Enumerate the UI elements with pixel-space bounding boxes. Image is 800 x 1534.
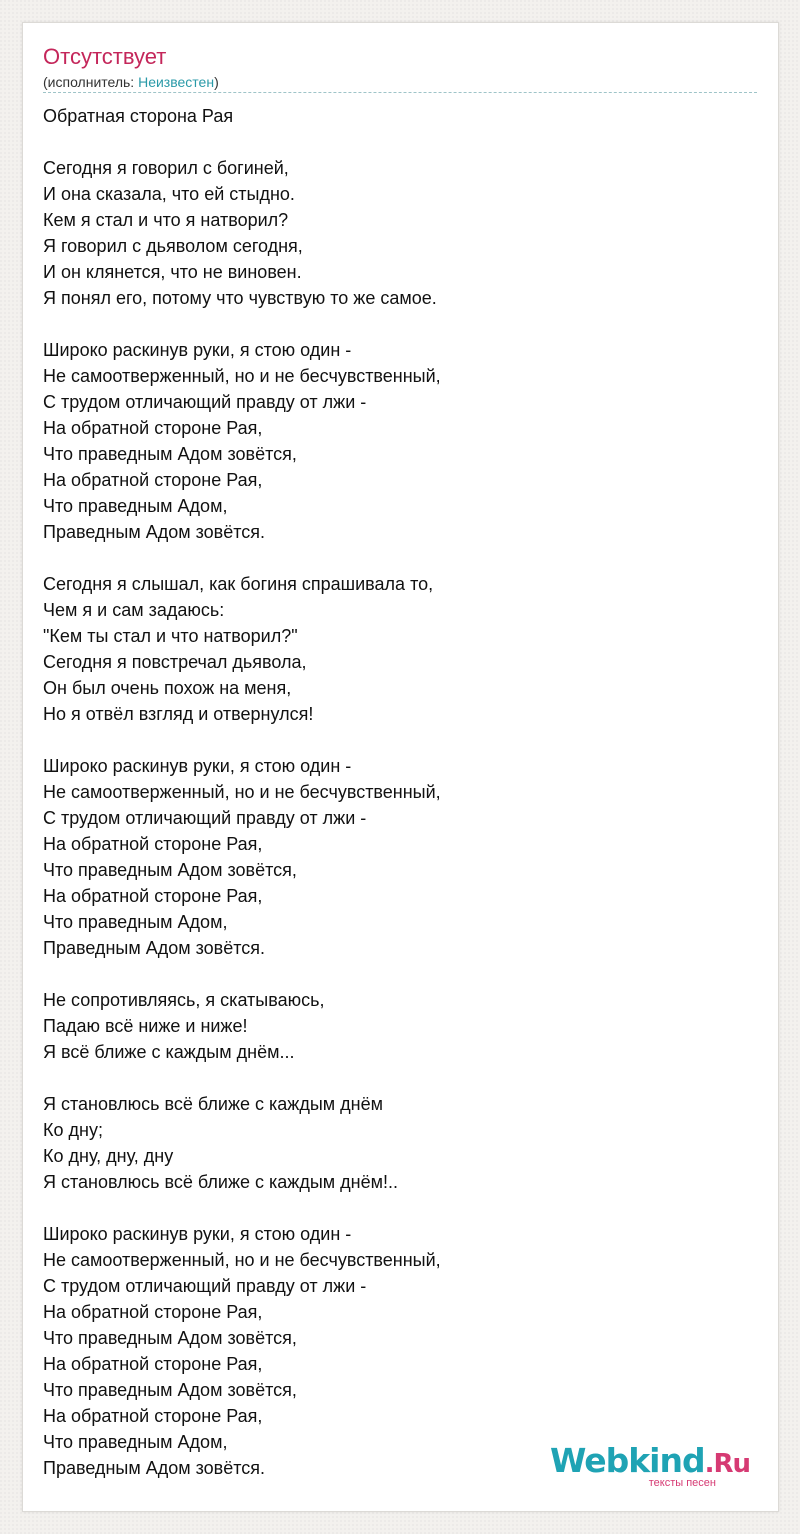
lyric-line: Что праведным Адом, xyxy=(43,912,228,932)
artist-link[interactable]: Неизвестен xyxy=(138,74,215,90)
song-title: Отсутствует xyxy=(43,44,167,69)
lyric-line: И он клянется, что не виновен. xyxy=(43,262,302,282)
lyric-line: На обратной стороне Рая, xyxy=(43,470,263,490)
lyric-line: Не самоотверженный, но и не бесчувственный, xyxy=(43,366,441,386)
lyric-line: На обратной стороне Рая, xyxy=(43,1354,263,1374)
lyric-line: Я всё ближе с каждым днём... xyxy=(43,1042,295,1062)
lyric-line: С трудом отличающий правду от лжи - xyxy=(43,808,367,828)
lyric-line: Что праведным Адом зовётся, xyxy=(43,1328,297,1348)
lyric-line: Я понял его, потому что чувствую то же самое. xyxy=(43,288,437,308)
lyric-line: Но я отвёл взгляд и отвернулся! xyxy=(43,704,314,724)
lyric-line: Широко раскинув руки, я стою один - xyxy=(43,340,352,360)
lyrics-text xyxy=(43,103,757,1481)
lyric-line: Я говорил с дьяволом сегодня, xyxy=(43,236,303,256)
lyric-line: "Кем ты стал и что натворил?" xyxy=(43,626,298,646)
artist-meta xyxy=(43,73,757,91)
artist-prefix: (исполнитель: xyxy=(43,74,139,90)
site-logo[interactable] xyxy=(549,1441,750,1489)
lyric-line: Я становлюсь всё ближе с каждым днём xyxy=(43,1094,383,1114)
lyric-line: На обратной стороне Рая, xyxy=(43,886,263,906)
lyric-line: Что праведным Адом, xyxy=(43,496,228,516)
stanza-gap xyxy=(43,129,757,155)
lyric-line: Не сопротивляясь, я скатываюсь, xyxy=(43,990,325,1010)
lyric-line: Что праведным Адом зовётся, xyxy=(43,1380,297,1400)
lyric-line: Что праведным Адом зовётся, xyxy=(43,444,297,464)
lyric-line: Ко дну; xyxy=(43,1120,103,1140)
lyric-line: Чем я и сам задаюсь: xyxy=(43,600,225,620)
logo-tld: .Ru xyxy=(704,1449,750,1479)
lyric-line: Праведным Адом зовётся. xyxy=(43,1458,266,1478)
stanza-gap xyxy=(43,961,757,987)
lyric-line: Широко раскинув руки, я стою один - xyxy=(43,1224,352,1244)
lyric-line: Кем я стал и что я натворил? xyxy=(43,210,289,230)
stanza-gap xyxy=(43,727,757,753)
lyric-line: На обратной стороне Рая, xyxy=(43,418,263,438)
lyric-line: Сегодня я говорил с богиней, xyxy=(43,158,289,178)
lyric-line: На обратной стороне Рая, xyxy=(43,1406,263,1426)
lyric-line: Падаю всё ниже и ниже! xyxy=(43,1016,248,1036)
lyric-line: Он был очень похож на меня, xyxy=(43,678,292,698)
logo-main-text: Webkind xyxy=(549,1441,705,1480)
stanza-gap xyxy=(43,545,757,571)
artist-suffix: ) xyxy=(214,74,219,90)
lyric-line: Обратная сторона Рая xyxy=(43,106,234,126)
lyric-line: Праведным Адом зовётся. xyxy=(43,522,266,542)
lyric-line: С трудом отличающий правду от лжи - xyxy=(43,392,367,412)
lyric-line: Сегодня я слышал, как богиня спрашивала то, xyxy=(43,574,434,594)
logo-wordmark xyxy=(549,1441,750,1481)
lyric-line: Сегодня я повстречал дьявола, xyxy=(43,652,307,672)
lyric-line: На обратной стороне Рая, xyxy=(43,834,263,854)
lyric-line: На обратной стороне Рая, xyxy=(43,1302,263,1322)
song-header xyxy=(43,43,757,101)
lyric-line: Широко раскинув руки, я стою один - xyxy=(43,756,352,776)
lyric-line: И она сказала, что ей стыдно. xyxy=(43,184,295,204)
lyric-line: С трудом отличающий правду от лжи - xyxy=(43,1276,367,1296)
lyric-line: Я становлюсь всё ближе с каждым днём!.. xyxy=(43,1172,398,1192)
stanza-gap xyxy=(43,1065,757,1091)
lyric-line: Ко дну, дну, дну xyxy=(43,1146,174,1166)
stanza-gap xyxy=(43,1195,757,1221)
lyric-line: Не самоотверженный, но и не бесчувственный, xyxy=(43,782,441,802)
logo-tagline: тексты песен xyxy=(648,1477,716,1489)
lyric-line: Не самоотверженный, но и не бесчувственный, xyxy=(43,1250,441,1270)
lyrics-card xyxy=(22,22,779,1512)
header-divider xyxy=(43,92,757,93)
lyric-line: Праведным Адом зовётся. xyxy=(43,938,266,958)
lyric-line: Что праведным Адом, xyxy=(43,1432,228,1452)
stanza-gap xyxy=(43,311,757,337)
lyric-line: Что праведным Адом зовётся, xyxy=(43,860,297,880)
